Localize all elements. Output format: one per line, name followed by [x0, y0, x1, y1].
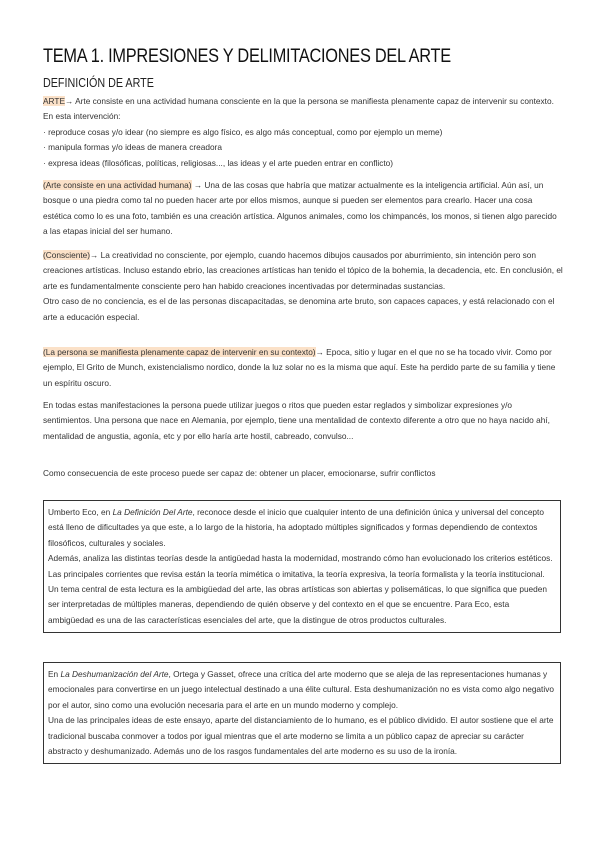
section-heading: DEFINICIÓN DE ARTE	[43, 76, 154, 90]
paragraph-text: En todas estas manifestaciones la persona puede utilizar juegos o ritos que pueden estar reglados y simbolizar expresiones y/o sentimientos. Una persona que nace en Alemania, por ejemplo, tiene una mentalidad de contexto diferente a otro que no haya nacido ahí, mentalidad de angustia, agonía, etc y por ello haría arte hostil, cabreado, convulso...	[43, 400, 550, 441]
definition-item: · reproduce cosas y/o idear (no siempre es algo físico, es algo más conceptual, como por ejemplo un meme)	[43, 126, 443, 137]
paragraph-human-activity	[43, 178, 563, 240]
definition-paragraph	[43, 94, 563, 125]
paragraph-text: Como consecuencia de este proceso puede ser capaz de: obtener un placer, emocionarse, sufrir conflictos	[43, 468, 436, 478]
note-text: , reconoce desde el inicio que cualquier intento de una definición única y universal del concepto está lleno de dificultades ya que este, a lo largo de la historia, ha adoptado múltiples significados y formas dependiendo de contextos filosóficos, culturales y sociales.	[48, 507, 544, 548]
highlight-context: (La persona se manifiesta plenamente capaz de intervenir en su contexto)	[43, 347, 316, 357]
definition-item: · manipula formas y/o ideas de manera creadora	[43, 142, 222, 153]
definition-text: → Arte consiste en una actividad humana consciente en la que la persona se manifiesta plenamente capaz de intervenir su contexto. En esta intervención:	[43, 96, 554, 122]
definition-item: · expresa ideas (filosóficas, políticas, religiosas..., las ideas y el arte pueden entrar en conflicto)	[43, 157, 394, 168]
note-box-eco	[43, 500, 561, 633]
note-text: Umberto Eco, en	[48, 507, 113, 517]
definition-block	[43, 94, 563, 171]
definition-term: ARTE	[43, 96, 65, 106]
note-text: , Ortega y Gasset, ofrece una crítica del arte moderno que se aleja de las representaciones humanas y emocionales para convertirse en un juego intelectual destinado a una élite cultural. Esta deshumanización no es vista como algo negativo por el autor, sino como una evolución necesaria para el arte en un mundo moderno y complejo.	[48, 669, 554, 710]
highlight-conscious: (Consciente)	[43, 250, 91, 260]
paragraph-manifestations	[43, 398, 563, 444]
paragraph-context	[43, 345, 563, 391]
note-text: En	[48, 669, 61, 679]
paragraph-consequence	[43, 466, 563, 481]
note-text: Un tema central de esta lectura es la ambigüedad del arte, las obras artísticas son abiertas y polisemáticas, lo que significa que pueden ser interpretadas de múltiples maneras, dependiendo de quién observe y del contexto en el que se encuentre. Para Eco, esta ambigüedad es una de las características esenciales del arte, que la distingue de otros productos culturales.	[48, 584, 548, 625]
note-box-ortega	[43, 662, 561, 764]
highlight-human-activity: (Arte consiste en una actividad humana)	[43, 180, 192, 190]
work-title: La Deshumanización del Arte	[60, 669, 169, 679]
paragraph-text: → Epoca, sitio y lugar en el que no se ha tocado vivir. Como por ejemplo, El Grito de Munch, existencialismo nordico, donde la luz solar no es la misma que aquí. Este ha perdido parte de su familia y tiene un espíritu oscuro.	[43, 347, 556, 388]
work-title: La Definición Del Arte	[112, 507, 193, 517]
paragraph-text: Otro caso de no conciencia, es el de las personas discapacitadas, se denomina arte bruto, son capaces capaces, y está relacionado con el arte a educación especial.	[43, 296, 555, 322]
paragraph-text: → La creatividad no consciente, por ejemplo, cuando hacemos dibujos causados por aburrimiento, sin intención pero son creaciones artísticas. Incluso estando ebrio, las creaciones artísticas han tenido el tópico de la bohemia, la decadencia, etc. En conclusión, el arte es fundamentalmente consciente pero han habido creaciones incentivadas por determinadas sustancias.	[43, 250, 563, 291]
paragraph-conscious	[43, 248, 563, 325]
note-text: Además, analiza las distintas teorías desde la antigüedad hasta la modernidad, mostrando cómo han evolucionado los criterios estéticos. Las principales corrientes que revisa están la teoría mimética o imitativa, la teoría expresiva, la teoría formalista y la teoría institucional.	[48, 553, 553, 579]
page-title: TEMA 1. IMPRESIONES Y DELIMITACIONES DEL ARTE	[43, 46, 451, 67]
note-text: Una de las principales ideas de este ensayo, aparte del distanciamiento de lo humano, es el público dividido. El autor sostiene que el arte tradicional buscaba conmover a todos por igual mientras que el arte moderno se limita a un público capaz de apreciar su carácter abstracto y deshumanizado. Además uno de los rasgos fundamentales del arte moderno es su uso de la ironía.	[48, 715, 554, 757]
paragraph-text: → Una de las cosas que habría que matizar actualmente es la inteligencia artificial. Aún así, un bosque o una piedra como tal no pueden hacer arte por ellos mismos, aunque si pueden ser elementos para crearlo. Hacer una cosa estética como lo es una foto, también es una creación artística. Algunos animales, como los chimpancés, los monos, si tienen algo parecido a las etapas inicial del ser humano.	[43, 180, 557, 237]
